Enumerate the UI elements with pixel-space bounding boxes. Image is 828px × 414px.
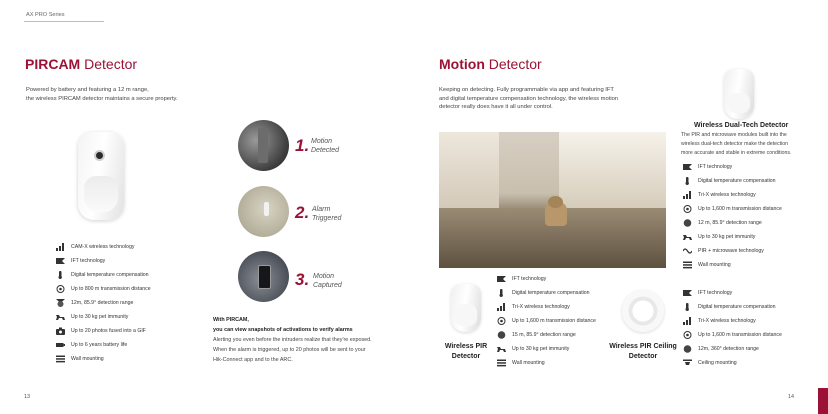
step-2-label: Alarm Triggered: [312, 206, 342, 222]
feature-item: Up to 800 m transmission distance: [56, 282, 151, 296]
step-2-image: [238, 186, 289, 237]
feature-item: IFT technology: [683, 286, 782, 300]
wall-icon: [56, 355, 65, 363]
thermometer-icon: [56, 271, 65, 279]
transmission-icon: [497, 317, 506, 325]
step-3-number: 3.: [295, 270, 310, 289]
pet-icon: [683, 233, 692, 241]
transmission-icon: [56, 285, 65, 293]
range-icon: [683, 345, 692, 353]
camera-icon: [56, 327, 65, 335]
feature-item: 12 m, 85.9° detection range: [683, 216, 782, 230]
feature-item: Digital temperature compensation: [56, 268, 151, 282]
page-tab: [818, 388, 828, 414]
feature-item: Up to 30 kg pet immunity: [56, 310, 151, 324]
pircam-product-image: [78, 132, 124, 220]
verify-subtitle: you can view snapshots of activations to verify alarms: [213, 327, 353, 333]
page-number-left: 13: [24, 394, 30, 400]
pir-name: Wireless PIR Detector: [444, 343, 488, 360]
pircam-intro: Powered by battery and featuring a 12 m range, the wireless PIRCAM detector maintains a secure property.: [26, 87, 178, 102]
step-3-label: Motion Captured: [313, 273, 342, 289]
range-icon: [497, 331, 506, 339]
feature-item: Digital temperature compensation: [683, 300, 782, 314]
step-2-number: 2.: [295, 203, 310, 222]
dualtech-description: The PIR and microwave modules built into the wireless dual-tech detector make the detection more accurate and stable in extreme conditions.: [681, 132, 792, 156]
ceiling-name: Wireless PIR Ceiling Detector: [609, 343, 677, 360]
feature-item: Tri-X wireless technology: [497, 300, 596, 314]
dualtech-name: Wireless Dual-Tech Detector: [694, 122, 789, 129]
feature-item: Digital temperature compensation: [683, 174, 782, 188]
feature-item: 12m, 360° detection range: [683, 342, 782, 356]
signal-icon: [497, 303, 506, 311]
feature-item: Tri-X wireless technology: [683, 314, 782, 328]
dualtech-product-image: [724, 69, 754, 119]
pir-product-image: [451, 284, 481, 332]
feature-item: Wall mounting: [56, 352, 151, 366]
ceiling-feature-list: [683, 286, 782, 370]
dualtech-feature-list: [683, 160, 782, 272]
signal-icon: [683, 317, 692, 325]
pircam-verify-block: With PIRCAM, you can view snapshots of activations to verify alarms Alerting you even before the intruders realize that they're exposed. When the alarm is triggered, up to 20 photos will be sent to your Hik-Connect app and to the ARC.: [213, 315, 403, 365]
feature-item: IFT technology: [56, 254, 151, 268]
signal-icon: [683, 191, 692, 199]
thermometer-icon: [683, 177, 692, 185]
feature-item: 12m, 85.9° detection range: [56, 296, 151, 310]
feature-item: Wall mounting: [497, 356, 596, 370]
transmission-icon: [683, 205, 692, 213]
feature-item: Ceiling mounting: [683, 356, 782, 370]
verify-title: With PIRCAM,: [213, 317, 249, 323]
thermometer-icon: [497, 289, 506, 297]
feature-item: Up to 6 years battery life: [56, 338, 151, 352]
page-number-right: 14: [788, 394, 794, 400]
feature-item: IFT technology: [683, 160, 782, 174]
feature-item: CAM-X wireless technology: [56, 240, 151, 254]
range-icon: [683, 219, 692, 227]
feature-item: 15 m, 85.9° detection range: [497, 328, 596, 342]
ift-icon: [683, 289, 692, 297]
pircam-title: PIRCAM Detector: [25, 56, 138, 72]
feature-item: Up to 20 photos fused into a GIF: [56, 324, 151, 338]
feature-item: Up to 1,600 m transmission distance: [497, 314, 596, 328]
feature-item: Tri-X wireless technology: [683, 188, 782, 202]
feature-item: Up to 30 kg pet immunity: [683, 230, 782, 244]
motion-title: Motion Detector: [439, 56, 542, 72]
living-room-photo: [439, 132, 666, 268]
battery-icon: [56, 341, 65, 349]
signal-icon: [56, 243, 65, 251]
feature-item: Up to 30 kg pet immunity: [497, 342, 596, 356]
pet-icon: [56, 313, 65, 321]
ift-icon: [56, 257, 65, 265]
step-1-image: [238, 120, 289, 171]
range-icon: [56, 299, 65, 307]
feature-item: PIR + microwave technology: [683, 244, 782, 258]
feature-item: Wall mounting: [683, 258, 782, 272]
transmission-icon: [683, 331, 692, 339]
motion-intro: Keeping on detecting. Fully programmable via app and featuring IFT and digital temperature compensation technology, the wireless motion detector really does have it all under control.: [439, 87, 619, 111]
camera-lens: [94, 150, 105, 161]
wall-icon: [497, 359, 506, 367]
ceiling-product-image: [622, 290, 664, 332]
pir-lens: [84, 176, 118, 212]
step-1-number: 1.: [295, 136, 310, 155]
ift-icon: [683, 163, 692, 171]
pet-icon: [497, 345, 506, 353]
feature-item: Up to 1,600 m transmission distance: [683, 202, 782, 216]
feature-item: IFT technology: [497, 272, 596, 286]
pir-feature-list: [497, 272, 596, 370]
wall-icon: [683, 261, 692, 269]
thermometer-icon: [683, 303, 692, 311]
feature-item: Up to 1,600 m transmission distance: [683, 328, 782, 342]
ceiling-icon: [683, 359, 692, 367]
feature-item: Digital temperature compensation: [497, 286, 596, 300]
series-label: AX PRO Series: [26, 12, 65, 18]
ift-icon: [497, 275, 506, 283]
step-3-image: [238, 251, 289, 302]
microwave-icon: [683, 247, 692, 255]
header-divider: [24, 21, 104, 22]
pircam-feature-list: [56, 240, 151, 366]
step-1-label: Motion Detected: [311, 138, 340, 154]
